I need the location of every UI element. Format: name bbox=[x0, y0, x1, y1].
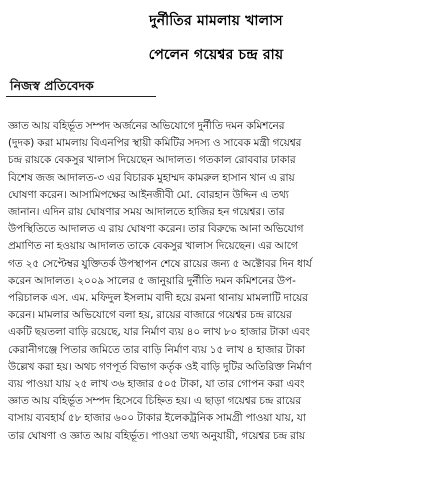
article-line: জানান। এদিন রায় ঘোষণার সময় আদালতে হাজির হন গয়েশ্বর। তার bbox=[8, 206, 285, 219]
article-line: জ্ঞাত আয় বহির্ভূত সম্পদ হিসেবে চিহ্নিত হয়। এ ছাড়া গয়েশ্বর চন্দ্র রায়ের bbox=[8, 395, 302, 408]
article-line: (দুদক) করা মামলায় বিএনপির স্থায়ী কমিটির সদস্য ও সাবেক মন্ত্রী গয়েশ্বর bbox=[8, 137, 302, 150]
headline bbox=[0, 0, 432, 72]
article-line: প্রমাণিত না হওয়ায় আদালত তাকে বেকসুর খালাস দিয়েছেন। এর আগে bbox=[8, 240, 298, 253]
article-line: বিশেষ জজ আদালত-৩ এর বিচারক মুহাম্মদ কামরুল হাসান খান এ রায় bbox=[8, 171, 295, 184]
article-line: করেন। মামলার অভিযোগে বলা হয়, রায়ের বাজারে গয়েশ্বর চন্দ্র রায়ের bbox=[8, 309, 292, 322]
byline-underline bbox=[6, 96, 156, 97]
byline: নিজস্ব প্রতিবেদক bbox=[10, 78, 94, 93]
article-line: উপস্থিতিতে আদালত এ রায় ঘোষণা করেন। তার বিরুদ্ধে আনা অভিযোগ bbox=[8, 223, 304, 236]
article-line: ঘোষণা করেন। আসামিপক্ষের আইনজীবী মো. বোরহান উদ্দিন এ তথ্য bbox=[8, 188, 289, 201]
article-line: করেন আদালত। ২০০৯ সালের ৫ জানুয়ারি দুর্নীতি দমন কমিশনের উপ- bbox=[8, 274, 296, 287]
headline-line-1: দুর্নীতির মামলায় খালাস bbox=[149, 13, 283, 29]
article-line: কেরানীগঞ্জে পিতার জমিতে তার বাড়ি নির্মাণ ব্যয় ১৫ লাখ ৪ হাজার টাকা bbox=[8, 343, 305, 356]
headline-line-2: পেলেন গয়েশ্বর চন্দ্র রায় bbox=[148, 47, 284, 63]
article-body bbox=[8, 118, 426, 445]
article-line: একটি ছয়তলা বাড়ি রয়েছে, যার নির্মাণ ব্যয় ৪০ লাখ ৮০ হাজার টাকা এবং bbox=[8, 326, 310, 339]
article-line: ব্যয় পাওয়া যায় ২৫ লাখ ৩৬ হাজার ৫০৫ টাকা, যা তার গোপন করা এবং bbox=[8, 378, 305, 391]
byline-row bbox=[0, 76, 432, 100]
article-line: উল্লেখ করা হয়। অথচ গণপূর্ত বিভাগ কর্তৃক ওই বাড়ি দুটির অতিরিক্ত নির্মাণ bbox=[8, 360, 312, 373]
article-line: গত ২৫ সেপ্টেম্বর যুক্তিতর্ক উপস্থাপন শেষে রায়ের জন্য ৫ অক্টোবর দিন ধার্য bbox=[8, 257, 312, 270]
article-line: জ্ঞাত আয় বহির্ভূত সম্পদ অর্জনের অভিযোগে দুর্নীতি দমন কমিশনের bbox=[8, 120, 285, 132]
article-line: তার ঘোষণা ও জ্ঞাত আয় বহির্ভূত। পাওয়া তথ্য অনুযায়ী, গয়েশ্বর চন্দ্র রায় bbox=[8, 429, 305, 442]
article-line: বাসায় ব্যবহার্য ৫৮ হাজার ৬০০ টাকার ইলেকট্রনিক সামগ্রী পাওয়া যায়, যা bbox=[8, 412, 306, 425]
article-line: চন্দ্র রায়কে বেকসুর খালাস দিয়েছেন আদালত। গতকাল রোববার ঢাকার bbox=[8, 154, 296, 167]
article-line: পরিচালক এস. এম. মফিদুল ইসলাম বাদী হয়ে রমনা থানায় মামলাটি দায়ের bbox=[8, 292, 308, 305]
